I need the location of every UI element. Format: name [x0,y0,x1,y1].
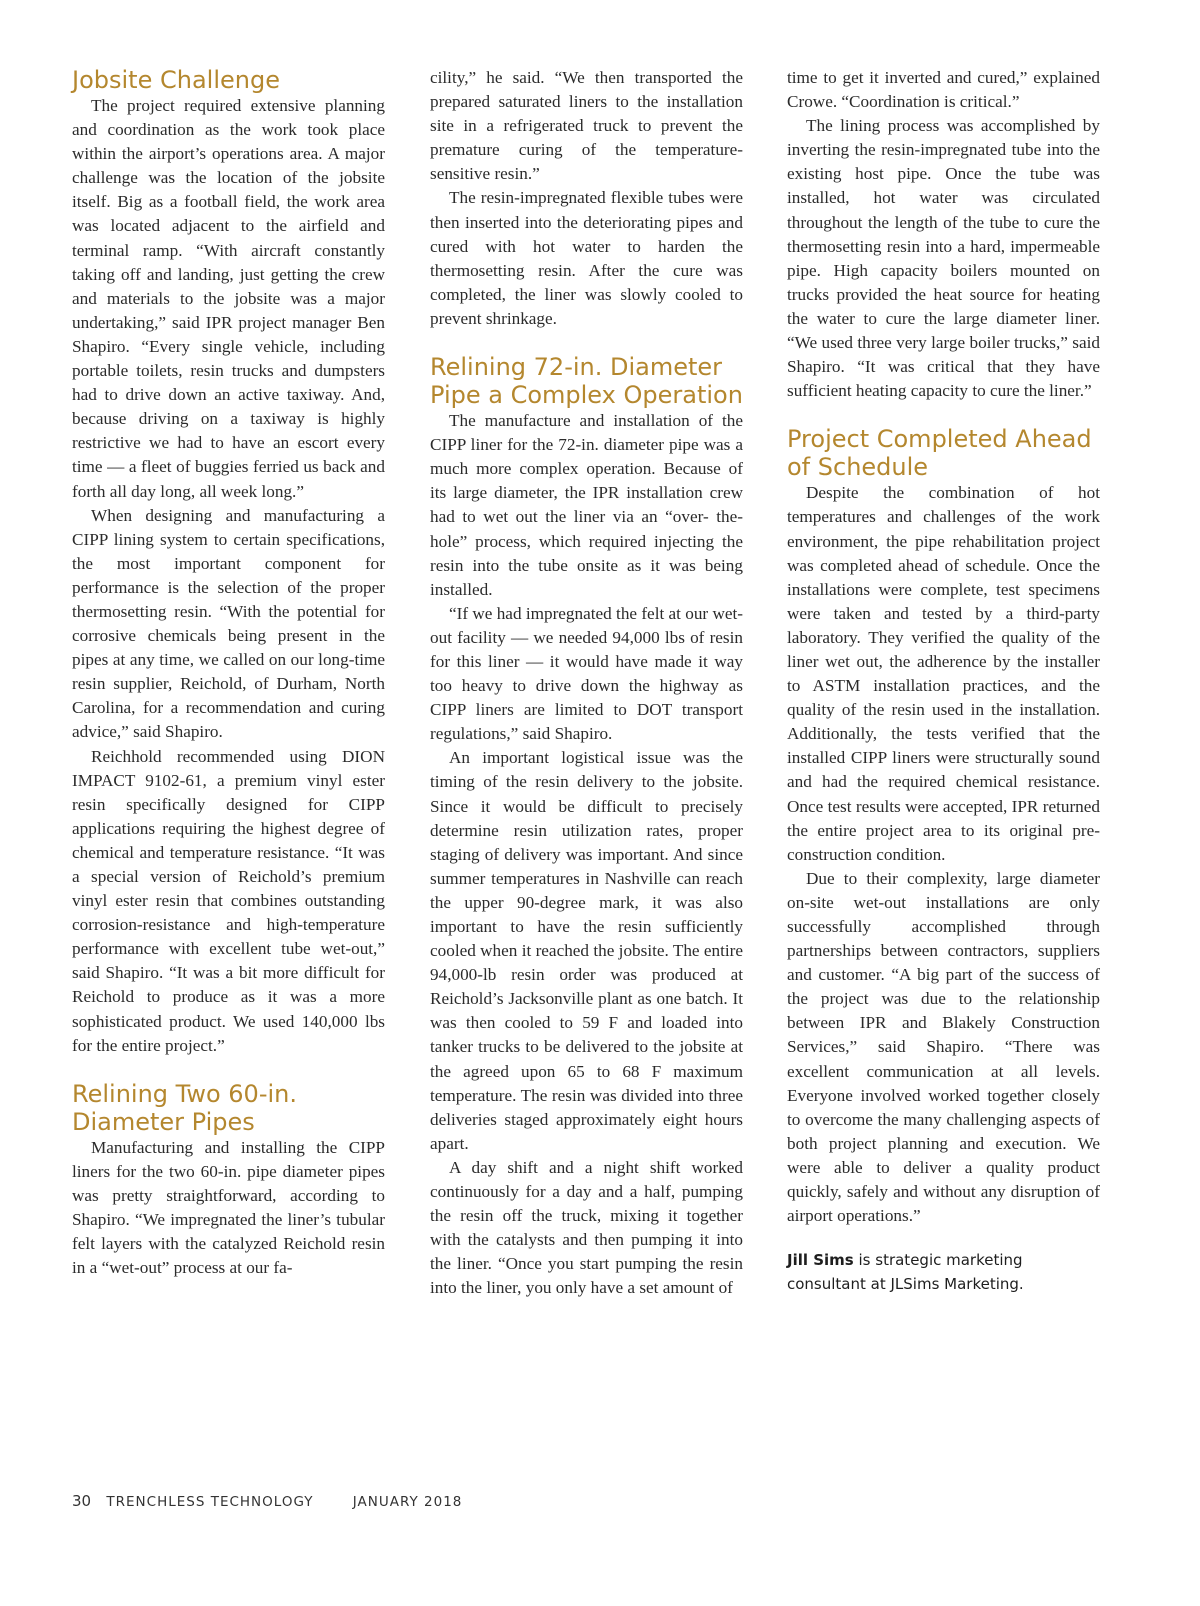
paragraph: Due to their complexity, large diameter on-site wet-out installations are only successfully accomplished through partnerships between contractors, suppliers and customer. “A big part of the success of the project was due to the relationship between IPR and Blakely Construction Services,” said Shapiro. “There was excellent communication at all levels. Everyone involved worked together closely to overcome the many challenging aspects of both project planning and execution. We were able to deliver a quality product quickly, safely and without any disruption of airport operations.” [787,868,1100,1226]
paragraph: The lining process was accomplished by inverting the resin-impregnated tube into the existing host pipe. Once the tube was installed, hot water was circulated throughout the length of the tube to cure the thermosetting resin into a hard, impermeable pipe. High capacity boilers mounted on trucks provided the heat source for heating the water to cure the large diameter liner. “We used three very large boiler trucks,” said Shapiro. “It was critical that they have sufficient heating capacity to cure the liner.” [787,116,1100,401]
paragraph: “If we had impregnated the felt at our wet-out facility — we needed 94,000 lbs of resin for this liner — it would have made it way too heavy to drive down the highway as CIPP liners are limited to DOT transport regulations,” said Shapiro. [430,603,743,744]
paragraph: Reichhold recommended using DION IMPACT 9102-61, a premium vinyl ester resin specifically designed for CIPP applications requiring the highest degree of chemical and temperature resistance. “It was a special version of Reichold’s premium vinyl ester resin that combines outstanding corrosion-resistance and high-temperature performance with excellent tube wet-out,” said Shapiro. “It was a bit more difficult for Reichold to produce as it was a more sophisticated product. We used 140,000 lbs for the entire project.” [72,746,385,1055]
paragraph: A day shift and a night shift worked continuously for a day and a half, pumping the resin off the truck, mixing it together with the catalysts and then pumping it into the liner. “Once you start pumping the resin into the liner, you only have a set amount of [430,1157,743,1298]
paragraph: An important logistical issue was the timing of the resin delivery to the jobsite. Since it would be difficult to precisely determine resin utilization rates, proper staging of delivery was important. And since summer temperatures in Nashville can reach the upper 90-degree mark, it was also important to have the resin sufficiently cooled when it reached the jobsite. The entire 94,000-lb resin order was produced at Reichold’s Jacksonville plant as one batch. It was then cooled to 59 F and loaded into tanker trucks to be delivered to the jobsite at the agreed upon 65 to 68 F maximum temperature. The resin was divided into three deliveries staged approximately eight hours apart. [430,748,743,1153]
heading-project-completed: Project Completed Ahead of Schedule [787,425,1092,482]
column-2 [430,66,743,1301]
column-1 [72,66,385,1280]
heading-jobsite-challenge: Jobsite Challenge [72,66,280,94]
paragraph: The resin-impregnated flexible tubes were then inserted into the deteriorating pipes and cured with hot water to harden the thermosetting resin. After the cure was completed, the liner was slowly cooled to prevent shrinkage. [430,188,743,328]
paragraph: The project required extensive planning and coordination as the work took place within the airport’s operations area. A major challenge was the location of the jobsite itself. Big as a football field, the work area was located adjacent to the airfield and terminal ramp. “With aircraft constantly taking off and landing, just getting the crew and materials to the jobsite was a major undertaking,” said IPR project manager Ben Shapiro. “Every single vehicle, including portable toilets, resin trucks and dumpsters had to drive down an active taxiway. And, because driving on a taxiway is highly restrictive we had to have an escort every time — a fleet of buggies ferried us back and forth all day long, all week long.” [72,96,385,501]
column-3 [787,66,1100,1296]
author-bio-text: is strategic marketing consultant at JLSims Marketing. [787,1251,1024,1294]
paragraph: The manufacture and installation of the CIPP liner for the 72-in. diameter pipe was a much more complex operation. Because of its large diameter, the IPR installation crew had to wet out the liner via an “over- the-hole” process, which required injecting the resin into the tube onsite as it was being installed. [430,411,743,599]
paragraph: time to get it inverted and cured,” explained Crowe. “Coordination is critical.” [787,68,1100,112]
heading-relining-60-in: Relining Two 60-in. Diameter Pipes [72,1079,297,1136]
paragraph: Despite the combination of hot temperatures and challenges of the work environment, the pipe rehabilitation project was completed ahead of schedule. Once the installations were complete, test specimens were taken and tested by a third-party laboratory. They verified the quality of the liner wet out, the adherence by the installer to ASTM installation practices, and the quality of the resin used in the installation. Additionally, the tests verified that the installed CIPP liners were structurally sound and had the required chemical resistance. Once test results were accepted, IPR returned the entire project area to its original pre-construction condition. [787,483,1100,864]
issue-date: JANUARY 2018 [352,1494,463,1510]
author-bio [787,1248,1100,1296]
page-number: 30 [72,1492,92,1510]
author-name: Jill Sims [787,1251,854,1270]
paragraph: Manufacturing and installing the CIPP liners for the two 60-in. pipe diameter pipes was pretty straightforward, according to Shapiro. “We impregnated the liner’s tubular felt layers with the catalyzed Reichold resin in a “wet-out” process at our fa- [72,1137,385,1278]
publication-name: TRENCHLESS TECHNOLOGY [106,1494,314,1510]
heading-relining-72-in: Relining 72-in. Diameter Pipe a Complex Operation [430,353,743,410]
paragraph: When designing and manufacturing a CIPP lining system to certain specifications, the most important component for performance is the selection of the proper thermosetting resin. “With the potential for corrosive chemicals being present in the pipes at any time, we called on our long-time resin supplier, Reichold, of Durham, North Carolina, for a recommendation and curing advice,” said Shapiro. [72,505,385,742]
page-footer [72,1492,462,1510]
paragraph: cility,” he said. “We then transported the prepared saturated liners to the installation site in a refrigerated truck to prevent the premature curing of the temperature-sensitive resin.” [430,68,743,184]
